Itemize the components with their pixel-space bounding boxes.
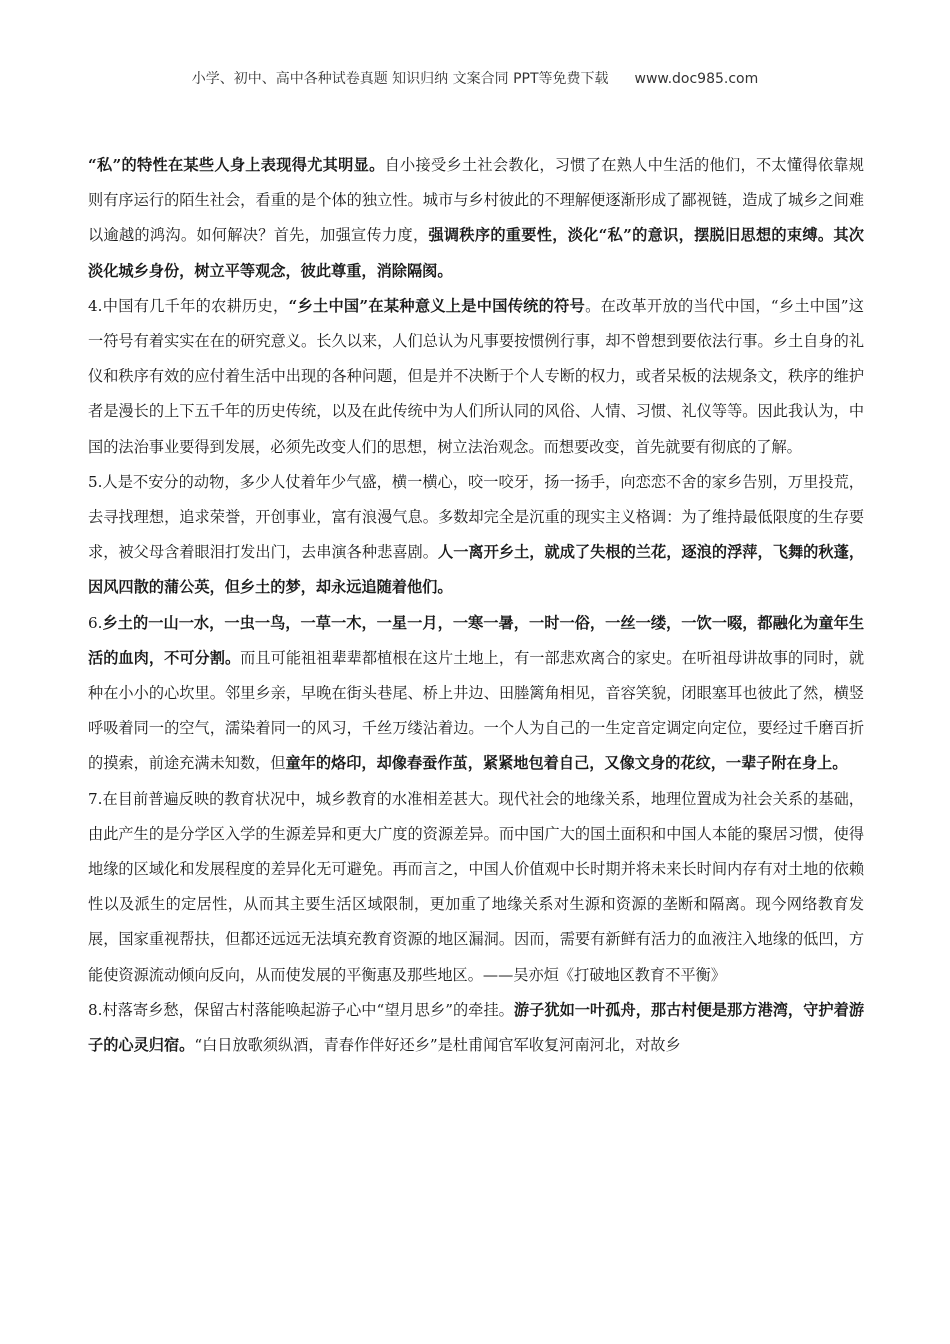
text-segment: 4.中国有几千年的农耕历史， — [88, 296, 289, 315]
paragraph-3-continued — [88, 148, 864, 289]
text-segment: “白日放歌须纵酒，青春作伴好还乡”是杜甫闻官军收复河南河北，对故乡 — [194, 1036, 681, 1055]
text-segment: 而且可能祖祖辈辈都植根在这片土地上，有一部悲欢离合的家史。在听祖母讲故事的同时，就种在小小的心坎里。邻里乡亲，早晚在街头巷尾、桥上井边、田塍篱角相见，音容笑貌，闭眼塞耳也彼此了然，横竖呼吸着同一的空气，濡染着同一的风习，千丝万缕沾着边。一个人为自己的一生定音定调定向定位，要经过千磨百折的摸索，前途充满未知数，但 — [88, 648, 865, 773]
page-header — [0, 68, 950, 88]
paragraph-7 — [88, 782, 864, 993]
header-url: www.doc985.com — [634, 71, 759, 87]
text-segment: 。在改革开放的当代中国，“乡土中国”这一符号有着实实在在的研究意义。长久以来，人们总认为凡事要按惯例行事，却不曾想到要依法行事。乡土自身的礼仪和秩序有效的应付着生活中出现的各种问题，但是并不决断于个人专断的权力，或者呆板的法规条文，秩序的维护者是漫长的上下五千年的历史传统，以及在此传统中为人们所认同的风俗、人情、习惯、礼仪等等。因此我认为，中国的法治事业要得到发展，必须先改变人们的思想，树立法治观念。而想要改变，首先就要有彻底的了解。 — [88, 296, 864, 456]
text-segment-bold: 游子犹如一叶孤舟，那古村便是那方港湾，守护着游子的心灵归宿。 — [88, 1000, 865, 1055]
text-segment-bold: “乡土中国”在某种意义上是中国传统的符号 — [288, 296, 586, 315]
header-text: 小学、初中、高中各种试卷真题 知识归纳 文案合同 PPT等免费下载 — [191, 71, 609, 87]
text-segment: 5.人是不安分的动物，多少人仗着年少气盛，横一横心，咬一咬牙，扬一扬手，向恋恋不舍的家乡告别，万里投荒，去寻找理想，追求荣誉，开创事业，富有浪漫气息。多数却完全是沉重的现实主义格调：为了维持最低限度的生存要求，被父母含着眼泪打发出门，去串演各种悲喜剧。 — [88, 472, 864, 562]
paragraph-8 — [88, 993, 864, 1063]
paragraph-6 — [88, 606, 864, 782]
text-segment-bold: “私”的特性在某些人身上表现得尤其明显。 — [88, 156, 385, 174]
text-segment-bold: 童年的烙印，却像春蚕作茧，紧紧地包着自己，又像文身的花纹，一辈子附在身上。 — [285, 754, 848, 773]
text-segment: 7.在目前普遍反映的教育状况中，城乡教育的水准相差甚大。现代社会的地缘关系，地理位置成为社会关系的基础，由此产生的是分学区入学的生源差异和更大广度的资源差异。而中国广大的国土面积和中国人本能的聚居习惯，使得地缘的区域化和发展程度的差异化无可避免。再而言之，中国人价值观中长时期并将未来长时间内存有对土地的依赖性以及派生的定居性，从而其主要生活区域限制，更加重了地缘关系对生源和资源的垄断和隔离。现今网络教育发展，国家重视帮扶，但都还远远无法填充教育资源的地区漏洞。因而，需要有新鲜有活力的血液注入地缘的低凹，方能使资源流动倾向反向，从而使发展的平衡惠及那些地区。——吴亦烜《打破地区教育不平衡》 — [88, 789, 864, 984]
text-segment-bold: 强调秩序的重要性，淡化“私”的意识，摆脱旧思想的束缚。其次淡化城乡身份，树立平等观念，彼此尊重，消除隔阂。 — [88, 226, 864, 280]
text-segment-bold: 乡土的一山一水，一虫一鸟，一草一木，一星一月，一寒一暑，一时一俗，一丝一缕，一饮一啜，都融化为童年生活的血肉，不可分割。 — [88, 613, 864, 667]
text-segment: 8.村落寄乡愁，保留古村落能唤起游子心中“望月思乡”的牵挂。 — [88, 1000, 514, 1019]
text-segment-bold: 人一离开乡土，就成了失根的兰花，逐浪的浮萍，飞舞的秋蓬，因风四散的蒲公英，但乡土的梦，却永远追随着他们。 — [88, 543, 865, 597]
document-body — [88, 148, 864, 1063]
text-segment: 6. — [88, 613, 103, 632]
text-segment: 自小接受乡土社会教化，习惯了在熟人中生活的他们，不太懂得依靠规则有序运行的陌生社会，看重的是个体的独立性。城市与乡村彼此的不理解便逐渐形成了鄙视链，造成了城乡之间难以逾越的鸿沟。如何解决？首先，加强宣传力度， — [88, 156, 864, 245]
paragraph-5 — [88, 465, 864, 606]
paragraph-4 — [88, 289, 864, 465]
